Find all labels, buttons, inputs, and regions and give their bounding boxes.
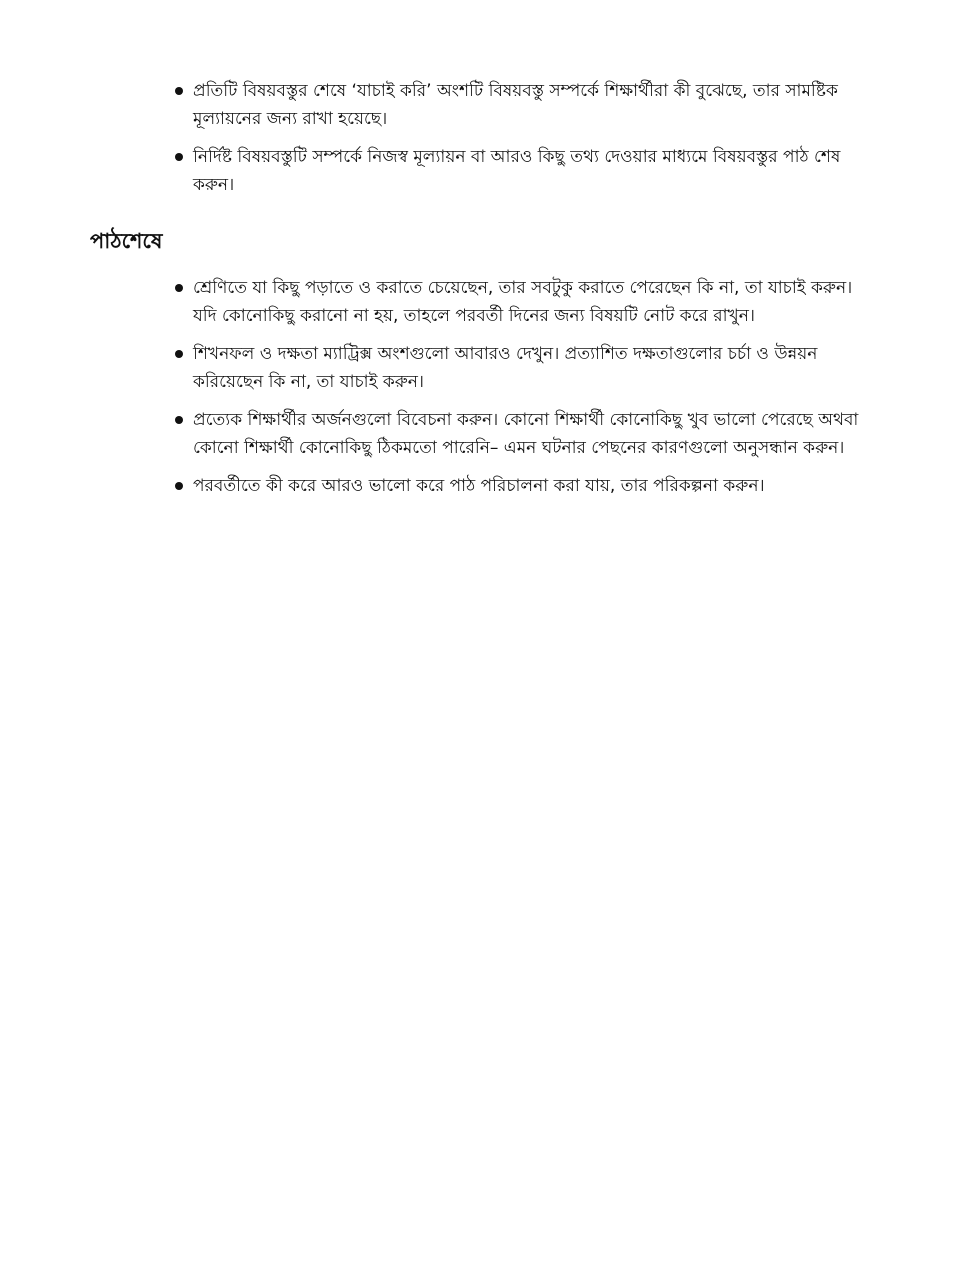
list-item-text: নির্দিষ্ট বিষয়বস্তুটি সম্পর্কে নিজস্ব মূল্যায়ন বা আরও কিছু তথ্য দেওয়ার মাধ্যমে বিষয়বস্তুর পাঠ শেষ করুন। (193, 147, 841, 195)
bullet-icon (175, 350, 183, 358)
list-item-text: পরবর্তীতে কী করে আরও ভালো করে পাঠ পরিচালনা করা যায়, তার পরিকল্পনা করুন। (193, 476, 765, 496)
section-bullet-list (175, 274, 875, 510)
bullet-icon (175, 153, 183, 161)
intro-bullet-list (175, 77, 875, 209)
bullet-icon (175, 416, 183, 424)
list-item (175, 274, 875, 330)
list-item-text: শিখনফল ও দক্ষতা ম্যাট্রিক্স অংশগুলো আবারও দেখুন। প্রত্যাশিত দক্ষতাগুলোর চর্চা ও উন্নয়ন করিয়েছেন কি না, তা যাচাই করুন। (193, 344, 818, 392)
list-item (175, 472, 875, 500)
list-item (175, 340, 875, 396)
list-item-text: শ্রেণিতে যা কিছু পড়াতে ও করাতে চেয়েছেন, তার সবটুকু করাতে পেরেছেন কি না, তা যাচাই করুন। যদি কোনোকিছু করানো না হয়, তাহলে পরবর্তী দিনের জন্য বিষয়টি নোট করে রাখুন। (193, 278, 853, 326)
list-item (175, 406, 875, 462)
bullet-icon (175, 87, 183, 95)
bullet-icon (175, 284, 183, 292)
section-heading: পাঠশেষে (90, 229, 163, 253)
list-item (175, 77, 875, 133)
list-item-text: প্রত্যেক শিক্ষার্থীর অর্জনগুলো বিবেচনা করুন। কোনো শিক্ষার্থী কোনোকিছু খুব ভালো পেরেছে অথবা কোনো শিক্ষার্থী কোনোকিছু ঠিকমতো পারেনি– এমন ঘটনার পেছনের কারণগুলো অনুসন্ধান করুন। (193, 410, 859, 458)
list-item-text: প্রতিটি বিষয়বস্তুর শেষে ‘যাচাই করি’ অংশটি বিষয়বস্তু সম্পর্কে শিক্ষার্থীরা কী বুঝেছে, তার সামষ্টিক মূল্যায়নের জন্য রাখা হয়েছে। (193, 81, 838, 129)
list-item (175, 143, 875, 199)
bullet-icon (175, 482, 183, 490)
